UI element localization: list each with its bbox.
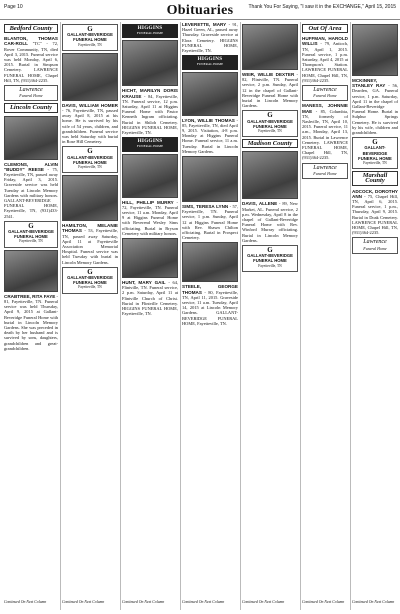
continued-note: Continued On Next Column	[4, 599, 47, 604]
obit-text: - 84, Fayetteville, TN. Funeral service, 12 p.m. Saturday, April 11 at Higgins Funeral Home with Pastor Kenneth Ingram officiating. Burial in Shiloh Cemetery. HIGGINS FUNERAL HOME, Fayetteville, TN.	[122, 93, 178, 136]
obituary-photo	[122, 40, 178, 86]
obit-text: - 85, Columbia, TN, formerly of Nashville, TN, April 10, 2015. Funeral service, 11 a.m., Monday, April 13, 2015. Burial in Lawrence Cemetery. LAWRENCE FUNERAL HOME, Chapel Hill, TN, (931)364-2235.	[302, 108, 348, 161]
continued-note: Continued On Next Column	[352, 599, 395, 604]
higgins-logo: HIGGINS FUNERAL HOME	[182, 55, 238, 69]
obituary-photo	[352, 24, 398, 76]
obituary	[4, 294, 58, 351]
section-lincoln: Lincoln County	[4, 103, 58, 112]
obit-text: - 85, Fayetteville, TN, died April 9, 2015. Visitation, 4-8 p.m. Monday at Higgins Funeral Home. Funeral service, 11 a.m. Tuesday. Burial in Lincoln Memory Gardens.	[182, 117, 238, 154]
gallant-logo: G GALLANT-BEVERIDGE FUNERAL HOME Fayetteville, TN	[242, 245, 298, 272]
obituary-photo	[242, 151, 298, 199]
gallant-logo: G GALLANT-BEVERIDGE FUNERAL HOME Fayetteville, TN	[62, 267, 118, 294]
column-7	[352, 22, 398, 606]
obituary-photo	[242, 24, 298, 70]
obit-text: - 53, Fayetteville, TN, passed away Saturday, April 11 at Fayetteville Association Memorial Hospital. Funeral service was held Tuesday with burial in Lincoln Memory Gardens.	[62, 228, 118, 265]
section-marshall: Marshall County	[352, 171, 398, 185]
gallant-logo: G GALLANT-BEVERIDGE FUNERAL HOME Fayetteville, TN	[62, 146, 118, 173]
obituary-photo	[182, 242, 238, 282]
obituary-photo	[182, 72, 238, 116]
continued-note: Continued On Next Column	[182, 599, 225, 604]
obit-name: CLEMONS, ALVIN "BUDDY" REESE	[4, 161, 58, 172]
obit-name: HILL, PHILLIP MURRY	[122, 199, 174, 205]
obit-text: - 81, Fayetteville, TN. Funeral service was held Thursday, April 9, 2015 at Gallant-Beveridge Funeral Home with burial in Lincoln Memory Gardens. She was preceded in death by her husband and is survived by sons, daughters, grandchildren and great-grandchildren.	[4, 293, 58, 351]
obit-name: SIMS, TERESA LYNN	[182, 204, 229, 210]
obit-text: - 75, Fayetteville, TN, passed away Friday, April 3, 2015. Graveside service was held Tuesday at Lincoln Memory Gardens with military honors. GALLANT-BEVERIDGE FUNERAL HOME, Fayetteville, TN, (931)433-2541.	[4, 166, 58, 219]
obituary-photo	[122, 238, 178, 278]
obituary	[182, 204, 238, 240]
obit-text: - 89, New Market, AL. Funeral service, 2 p.m. Wednesday, April 8 in the chapel of Gallant-Beveridge Funeral Home with Rev. Winford Murray officiating. Burial in Lincoln Memory Gardens.	[242, 201, 298, 243]
column-3	[122, 22, 178, 606]
obit-name: HUNT, MARY GAIL	[122, 280, 166, 286]
obit-text: - 80, Fayetteville, TN, April 11, 2015. Graveside service, 11 a.m. Tuesday, April 14, 2015 at Lincoln Memory Gardens. GALLANT-BEVERIDGE FUNERAL HOME, Fayetteville, TN.	[182, 289, 238, 326]
obit-text: - 91, Hazel Green, AL, passed away Thursday. Graveside service at Elora Cemetery. HIGGINS FUNERAL HOME, Fayetteville, TN.	[182, 22, 238, 54]
obit-text: - 75, Chapel Hill, TN, April 6, 2015. Funeral service, 1 p.m., Thursday, April 9, 2015. Burial in Doak Cemetery. LAWRENCE FUNERAL HOME, Chapel Hill, TN, (931)364-2235.	[352, 193, 398, 236]
header-slogan: Thank You For Saying, "I saw it in the EXCHANGE," April 15, 2015	[248, 4, 396, 10]
obituary-photo	[62, 53, 118, 101]
obit-name: CRABTREE, RITA FAYE	[4, 293, 56, 299]
obituary	[122, 280, 178, 316]
continued-note: Continued On Next Column	[302, 599, 345, 604]
column-4	[182, 22, 238, 606]
obituary	[62, 223, 118, 265]
obit-name: MANESS, JOHNNIE MAE	[302, 103, 348, 114]
obit-name: STEELE, GEORGE THOMAS	[182, 284, 238, 295]
obituary	[242, 72, 298, 108]
obituary-photo	[182, 156, 238, 202]
section-out-of-area: Out Of Area	[302, 24, 348, 33]
obituary	[352, 78, 398, 135]
lawrence-logo: Lawrence Funeral Home	[302, 85, 348, 101]
obituary	[242, 201, 298, 243]
obituary	[182, 284, 238, 326]
column-6	[302, 22, 348, 606]
obituary	[182, 118, 238, 154]
gallant-logo: G GALLANT-BEVERIDGE FUNERAL HOME Fayetteville, TN	[62, 24, 118, 51]
obit-text: - 56, Dearden, GA. Funeral service, 1 p.m. Saturday, April 11 in the chapel of Gallant-Beveridge Funeral Home. Burial in Sulphur Springs Cemetery. He is survived by his wife, children and grandchildren.	[352, 83, 398, 136]
gallant-logo: G GALLANT-BEVERIDGE FUNERAL HOME Fayetteville, TN	[4, 221, 58, 248]
page-title: Obituaries	[166, 3, 234, 18]
obit-name: MCKINNEY, STANLEY RAY	[352, 78, 386, 89]
obit-text: - 72, Fayetteville, TN. Funeral service, 11 a.m. Monday, April 9 at Higgins Funeral Home with Reverend Wesley Sims officiating. Burial in Bryson Cemetery with military honors.	[122, 199, 178, 236]
obit-name: HAMILTON, MELANIE THOMAS	[62, 223, 118, 234]
obit-text: - 64, Flintville, TN. Funeral service, 2 p.m. Saturday, April 11 at Flintville Church of Christ. Burial in Flintville Cemetery. HIGGINS FUNERAL HOME, Fayetteville, TN.	[122, 280, 178, 317]
obit-text: - 82, Flintville, TN. Funeral service, 2 p.m. Sunday, April 12 in the chapel of Gallant-Beveridge Funeral Home with burial in Lincoln Memory Gardens.	[242, 72, 298, 109]
continued-note: Continued On Next Column	[62, 599, 105, 604]
gallant-logo: G GALLANT-BEVERIDGE FUNERAL HOME Fayetteville, TN	[352, 137, 398, 169]
obit-name: DAVIS, ALLENE	[242, 201, 278, 207]
obit-name: HUFFMAN, HAROLD WILLIS	[302, 36, 348, 47]
obituary	[352, 189, 398, 236]
obit-name: HICHT, MARILYN DORIS KRAUSE	[122, 88, 178, 99]
obituary	[4, 36, 58, 83]
lawrence-logo: Lawrence Funeral Home	[4, 85, 58, 101]
obit-name: ADCOCK, DOROTHY ANN	[352, 188, 398, 199]
obituary-photo	[122, 154, 178, 198]
continued-note: Continued On Next Column	[122, 599, 165, 604]
page-header	[0, 0, 400, 20]
lawrence-logo: Lawrence Funeral Home	[302, 163, 348, 179]
obit-name: LEVERETTE, MARY	[182, 22, 227, 27]
obit-text: - 57, Fayetteville, TN. Funeral service, 1 p.m. Sunday, April 12 at Higgins Funeral Home with Rev. Shawn Chilton officiating. Burial in Prospect Cemetery.	[182, 204, 238, 241]
obit-text: "TC" - 72, Rover Community, TN, died April 3, 2015. Funeral service was held Monday, April 6, 2015. Burial in Simpson Cemetery. LAWRENCE FUNERAL HOME, Chapel Hill, TN, (931)364-2235.	[4, 41, 58, 83]
obit-name: DAVIS, WILLIAM HOMER	[62, 102, 118, 108]
obituary	[4, 162, 58, 219]
obit-text: - 76, Fayetteville, TN, passed away April 8, 2015 at his home. He is survived by his wife of 54 years, children, and grandchildren. Funeral service was held Saturday with burial in Rose Hill Cemetery.	[62, 108, 118, 145]
obituary-photo	[4, 116, 58, 160]
page-number: Page 10	[4, 4, 23, 10]
obit-name: LYON, WILLIE THOMAS	[182, 117, 235, 123]
obit-name: BLANTON, THOMAS CAR-ROLL	[4, 36, 58, 47]
gallant-logo: G GALLANT-BEVERIDGE FUNERAL HOME Fayetteville, TN	[242, 110, 298, 137]
column-2	[62, 22, 118, 606]
column-1	[4, 22, 58, 606]
column-5	[242, 22, 298, 606]
obit-text: - 79, Antioch, TN, April 1, 2015. Funeral service, 1 p.m. Saturday, April 4, 2015 at Thompson's Station. LAWRENCE FUNERAL HOME, Chapel Hill, TN, (931)364-2235.	[302, 41, 348, 83]
section-bedford: Bedford County	[4, 24, 58, 33]
continued-note: Continued On Next Column	[242, 599, 285, 604]
obit-name: WEIR, WILLIE DEXTER	[242, 72, 295, 77]
obituary	[62, 103, 118, 145]
higgins-logo: HIGGINS FUNERAL HOME	[122, 137, 178, 151]
obituary	[302, 36, 348, 83]
obituary	[122, 88, 178, 135]
obituary-photo	[4, 250, 58, 292]
section-madison: Madison County	[242, 139, 298, 148]
obituary	[302, 103, 348, 160]
obituary	[182, 22, 238, 53]
obituary-photo	[62, 175, 118, 221]
higgins-logo: HIGGINS FUNERAL HOME	[122, 24, 178, 38]
lawrence-logo: Lawrence Funeral Home	[352, 237, 398, 253]
obituary	[122, 200, 178, 236]
